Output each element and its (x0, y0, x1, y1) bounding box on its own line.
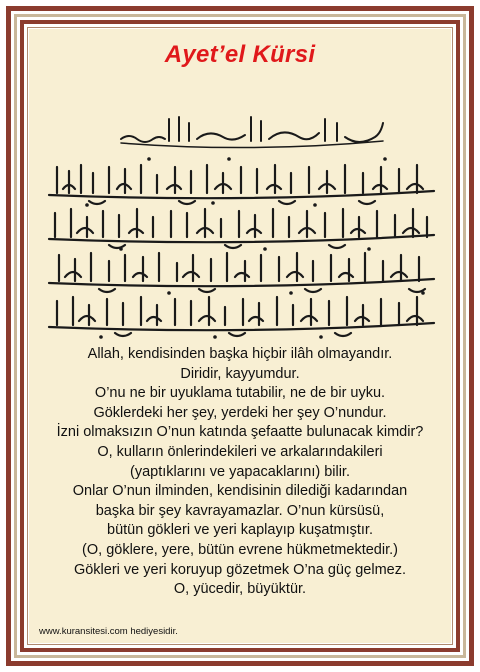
parchment-panel (29, 29, 451, 643)
translation-line-5: İzni olmaksızın O’nun katında şefaatte bulunacak kimdir? (56, 424, 424, 441)
translation-line-12: Gökleri ve yeri koruyup gözetmek O’na güç gelmez. (73, 561, 407, 578)
verse-line-4 (49, 297, 434, 336)
calligraphy-artwork (29, 89, 451, 339)
diacritic-marks (85, 157, 425, 339)
translation-line-3: O’nu ne bir uyuklama tutabilir, ne de bir uyku. (94, 385, 386, 402)
basmala-calligraphy (121, 117, 383, 148)
translation-line-13: O, yücedir, büyüktür. (173, 581, 307, 598)
translation-line-2: Diridir, kayyumdur. (180, 365, 300, 382)
footer-credit: www.kuransitesi.com hediyesidir. (39, 626, 178, 637)
translation-line-11: (O, göklere, yere, bütün evrene hükmetmektedir.) (82, 541, 398, 558)
translation-line-7: (yaptıklarını ve yapacaklarını) bilir. (129, 463, 350, 480)
translation-line-9: başka bir şey kavrayamazlar. O’nun kürsüsü, (95, 502, 385, 519)
translation-line-4: Göklerdeki her şey, yerdeki her şey O’nundur. (93, 404, 387, 421)
translation-line-1: Allah, kendisinden başka hiçbir ilâh olmayandır. (87, 346, 393, 362)
translation-line-6: O, kulların önlerindekileri ve arkalarındakileri (97, 443, 383, 460)
verse-line-3 (49, 253, 434, 292)
translation-line-8: Onlar O’nun ilminden, kendisinin dilediği kadarından (72, 483, 408, 500)
translation-text (29, 345, 451, 600)
page-title: Ayet’el Kürsi (164, 41, 316, 68)
verse-line-2 (49, 209, 434, 248)
translation-line-10: bütün gökleri ve yeri kaplayıp kuşatmıştır. (107, 522, 373, 539)
arabic-calligraphy (29, 89, 451, 339)
verse-line-1 (49, 165, 434, 204)
